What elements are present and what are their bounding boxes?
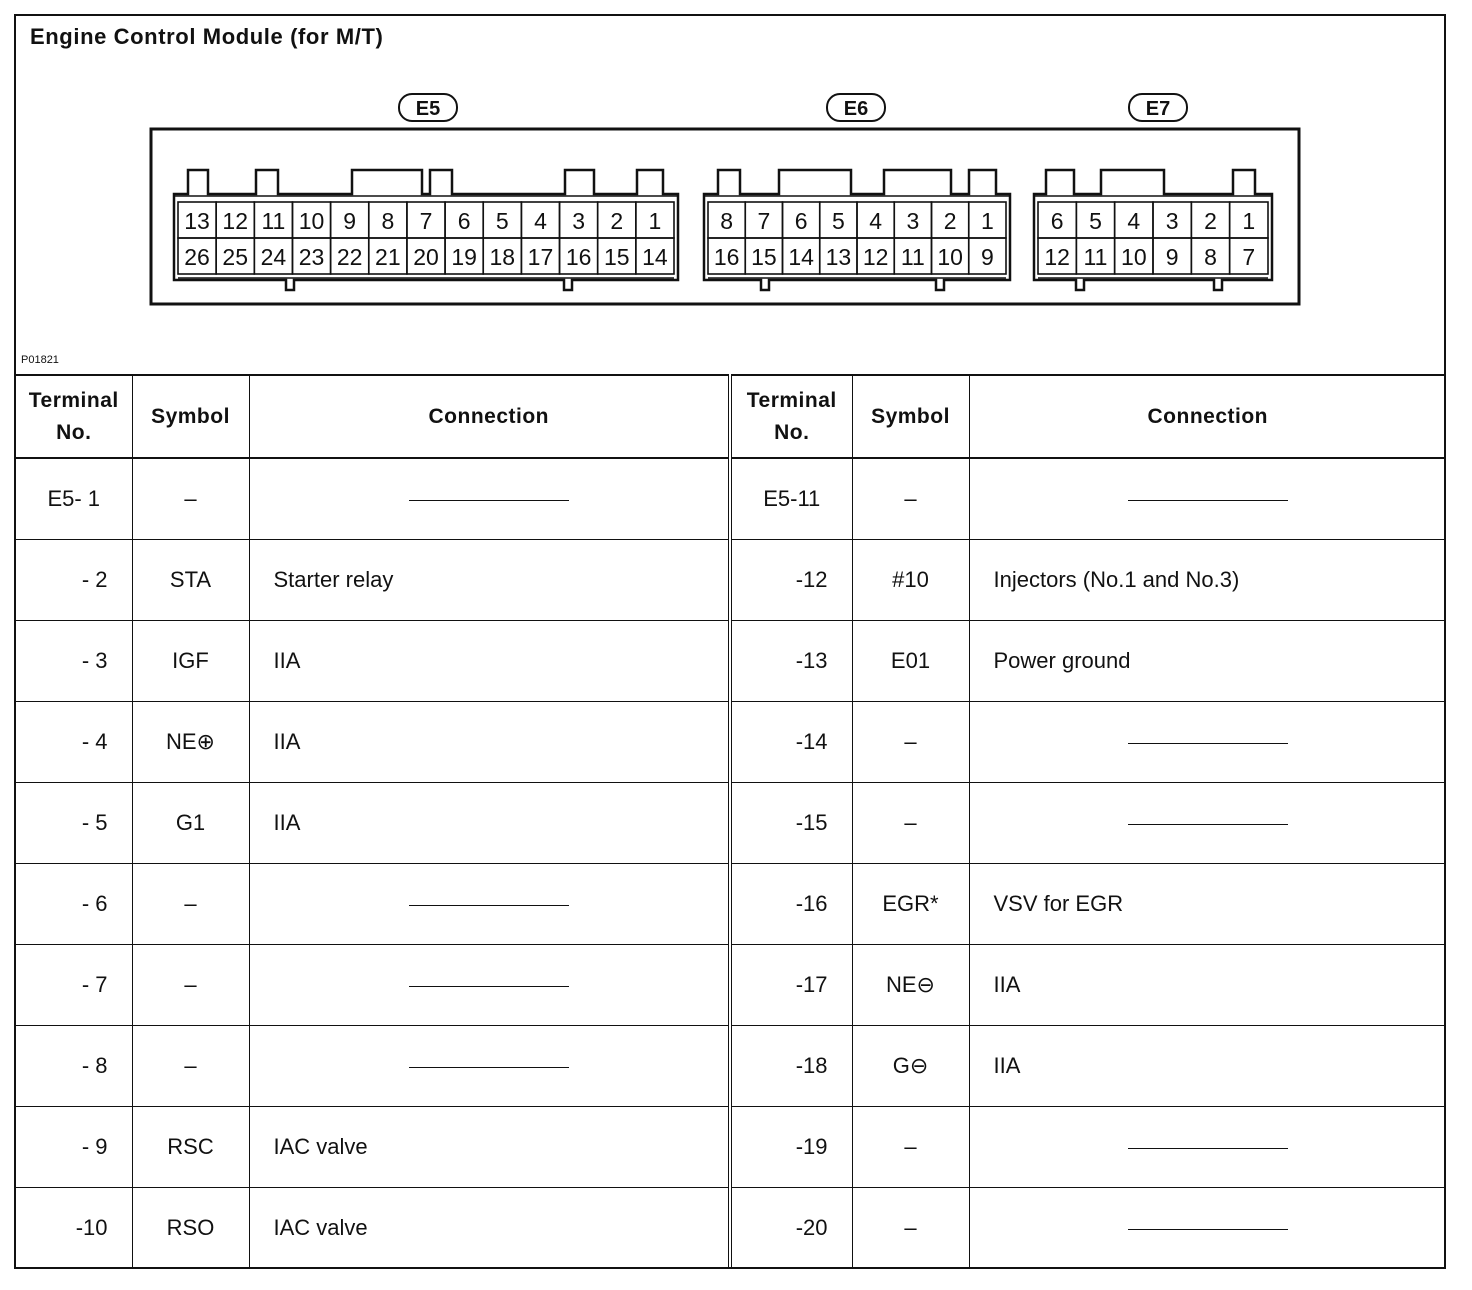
connection-none	[249, 864, 730, 945]
symbol: EGR*	[852, 864, 969, 945]
connection-none	[249, 458, 730, 540]
terminal-no: -13	[730, 621, 852, 702]
terminal-no: -19	[730, 1107, 852, 1188]
no-connection-line	[409, 500, 569, 501]
table-row	[16, 1026, 1446, 1107]
table-row	[16, 458, 1446, 540]
page-title: Engine Control Module (for M/T)	[30, 24, 384, 49]
pin-number: 18	[489, 244, 516, 270]
pin-number: 4	[1127, 208, 1141, 234]
symbol: #10	[852, 540, 969, 621]
pin-number: 16	[713, 244, 740, 270]
connection: VSV for EGR	[969, 864, 1446, 945]
terminal-no: - 3	[16, 621, 132, 702]
pin-number: 24	[260, 244, 287, 270]
pin-number: 7	[757, 208, 771, 234]
terminal-no: -17	[730, 945, 852, 1026]
pin-number: 17	[527, 244, 554, 270]
header-symbol-right: Symbol	[852, 375, 969, 458]
symbol: –	[852, 783, 969, 864]
pin-number: 5	[831, 208, 845, 234]
pin-number: 9	[1165, 244, 1179, 270]
pin-number: 19	[451, 244, 477, 270]
connection: IIA	[249, 783, 730, 864]
pin-number: 12	[222, 208, 249, 234]
connection: IIA	[249, 621, 730, 702]
pin-number: 13	[184, 208, 210, 234]
header-terminal-left: Terminal No.	[16, 375, 132, 458]
no-connection-line	[1128, 743, 1288, 744]
terminal-no: - 8	[16, 1026, 132, 1107]
pin-number: 4	[869, 208, 883, 234]
terminal-no: - 9	[16, 1107, 132, 1188]
pin-number: 5	[1089, 208, 1102, 234]
ecm-pinout-frame	[14, 14, 1446, 1269]
pin-number: 16	[565, 244, 592, 270]
connection: Injectors (No.1 and No.3)	[969, 540, 1446, 621]
terminal-no: - 4	[16, 702, 132, 783]
terminal-no: - 2	[16, 540, 132, 621]
terminal-no: -15	[730, 783, 852, 864]
terminal-no: E5- 1	[16, 458, 132, 540]
table-row	[16, 1107, 1446, 1188]
pin-number: 12	[862, 244, 889, 270]
connection: IIA	[969, 1026, 1446, 1107]
terminal-no: -18	[730, 1026, 852, 1107]
symbol: –	[852, 1107, 969, 1188]
table-row	[16, 540, 1446, 621]
connection: IAC valve	[249, 1188, 730, 1269]
connector-label: E6	[843, 98, 869, 120]
header-terminal-right: Terminal No.	[730, 375, 852, 458]
pin-number: 1	[980, 208, 994, 234]
symbol: NE⊕	[132, 702, 249, 783]
no-connection-line	[1128, 500, 1288, 501]
pin-number: 25	[222, 244, 249, 270]
connection-none	[969, 702, 1446, 783]
table-row	[16, 702, 1446, 783]
symbol: IGF	[132, 621, 249, 702]
pin-number: 1	[1242, 208, 1256, 234]
table-header-row	[16, 375, 1446, 458]
pin-number: 20	[413, 244, 439, 270]
terminal-no: -10	[16, 1188, 132, 1269]
table-row	[16, 864, 1446, 945]
pin-number: 15	[751, 244, 777, 270]
symbol: NE⊖	[852, 945, 969, 1026]
no-connection-line	[409, 1067, 569, 1068]
no-connection-line	[409, 986, 569, 987]
pin-number: 11	[1083, 244, 1108, 270]
pin-number: 11	[900, 244, 925, 270]
pin-number: 10	[298, 208, 325, 234]
terminal-no: E5-11	[730, 458, 852, 540]
connection-none	[249, 1026, 730, 1107]
pin-number: 21	[375, 244, 401, 270]
symbol: –	[852, 702, 969, 783]
pin-number: 3	[906, 208, 920, 234]
connection-none	[969, 1188, 1446, 1269]
symbol: G⊖	[852, 1026, 969, 1107]
terminal-no: -16	[730, 864, 852, 945]
symbol: G1	[132, 783, 249, 864]
terminal-no: - 5	[16, 783, 132, 864]
no-connection-line	[1128, 824, 1288, 825]
terminal-no: -14	[730, 702, 852, 783]
symbol: –	[132, 458, 249, 540]
pin-number: 2	[943, 208, 957, 234]
symbol: –	[132, 864, 249, 945]
symbol: RSO	[132, 1188, 249, 1269]
symbol: STA	[132, 540, 249, 621]
connection: Starter relay	[249, 540, 730, 621]
pin-number: 14	[788, 244, 814, 270]
connection-none	[249, 945, 730, 1026]
pin-number: 3	[1165, 208, 1179, 234]
terminal-no: - 7	[16, 945, 132, 1026]
header-connection-right: Connection	[969, 375, 1446, 458]
pin-number: 8	[720, 208, 734, 234]
symbol: –	[852, 458, 969, 540]
symbol: –	[132, 945, 249, 1026]
connector-label: E5	[415, 98, 441, 120]
connection: IIA	[249, 702, 730, 783]
pin-number: 15	[603, 244, 630, 270]
pin-number: 8	[381, 208, 395, 234]
pin-number: 4	[534, 208, 547, 234]
connection: IIA	[969, 945, 1446, 1026]
connection: Power ground	[969, 621, 1446, 702]
pin-number: 23	[298, 244, 325, 270]
pin-number: 9	[980, 244, 994, 270]
connection: IAC valve	[249, 1107, 730, 1188]
pin-number: 6	[457, 208, 471, 234]
no-connection-line	[1128, 1229, 1288, 1230]
terminal-no: - 6	[16, 864, 132, 945]
no-connection-line	[1128, 1148, 1288, 1149]
pin-number: 10	[1121, 244, 1147, 270]
pin-number: 13	[825, 244, 852, 270]
symbol: E01	[852, 621, 969, 702]
table-row	[16, 1188, 1446, 1269]
pin-number: 5	[495, 208, 509, 234]
pin-number: 7	[419, 208, 433, 234]
terminal-no: -12	[730, 540, 852, 621]
table-row	[16, 945, 1446, 1026]
pin-number: 2	[1204, 208, 1217, 234]
pin-number: 6	[794, 208, 808, 234]
terminal-no: -20	[730, 1188, 852, 1269]
connection-none	[969, 1107, 1446, 1188]
pin-number: 10	[937, 244, 963, 270]
figure-id: P01821	[21, 354, 59, 366]
connection-none	[969, 783, 1446, 864]
pin-number: 22	[336, 244, 363, 270]
header-symbol-left: Symbol	[132, 375, 249, 458]
symbol: –	[132, 1026, 249, 1107]
pinout-table	[16, 374, 1446, 1268]
no-connection-line	[409, 905, 569, 906]
header-connection-left: Connection	[249, 375, 730, 458]
pin-number: 8	[1204, 244, 1217, 270]
connection-none	[969, 458, 1446, 540]
pin-number: 11	[261, 208, 286, 234]
table-row	[16, 783, 1446, 864]
pin-number: 12	[1044, 244, 1070, 270]
table-row	[16, 621, 1446, 702]
symbol: RSC	[132, 1107, 249, 1188]
pin-number: 2	[610, 208, 624, 234]
pin-number: 1	[648, 208, 662, 234]
symbol: –	[852, 1188, 969, 1269]
pin-number: 14	[642, 244, 668, 270]
pin-number: 6	[1050, 208, 1064, 234]
connector-label: E7	[1145, 98, 1171, 120]
connector-diagram	[16, 16, 1444, 374]
pin-number: 9	[343, 208, 357, 234]
pin-number: 3	[572, 208, 586, 234]
pin-number: 7	[1242, 244, 1256, 270]
pin-number: 26	[184, 244, 210, 270]
